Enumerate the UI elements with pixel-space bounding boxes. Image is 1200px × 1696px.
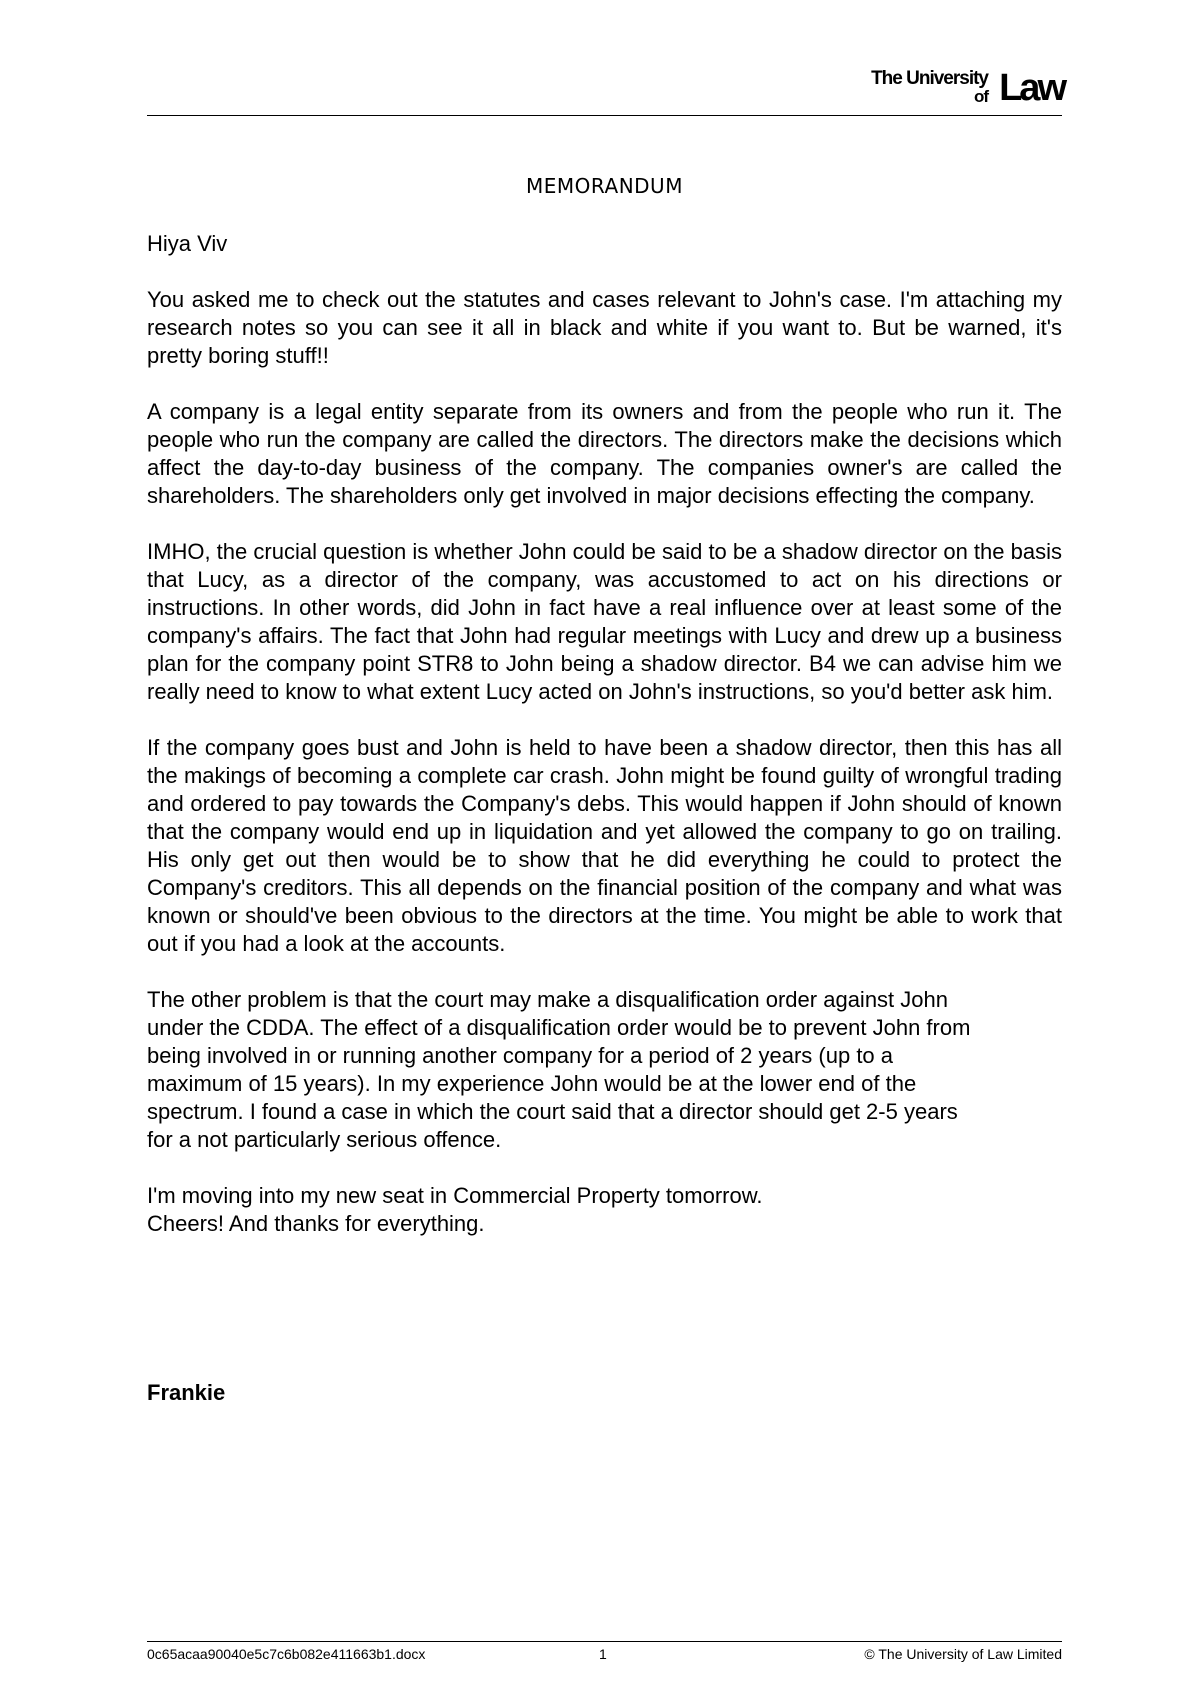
logo-line2: of bbox=[973, 87, 988, 106]
signature: Frankie bbox=[147, 1380, 226, 1405]
page-number: 1 bbox=[599, 1646, 607, 1662]
footer-copyright: © The University of Law Limited bbox=[864, 1646, 1062, 1662]
paragraph-5-line: spectrum. I found a case in which the court said that a director should get 2-5 years bbox=[147, 1099, 958, 1124]
paragraph-3: IMHO, the crucial question is whether John could be said to be a shadow director on the basis that Lucy, as a director of the company, was accustomed to act on his directions or instructions. In other words, did John in fact have a real influence over at least some of the company's affairs. The fact that John had regular meetings with Lucy and drew up a business plan for the company point STR8 to John being a shadow director. B4 we can advise him we really need to know to what extent Lucy acted on John's instructions, so you'd better ask him. bbox=[147, 539, 1062, 704]
footer-filename: 0c65acaa90040e5c7c6b082e411663b1.docx bbox=[147, 1646, 426, 1662]
paragraph-5 bbox=[147, 986, 1062, 1154]
paragraph-2: A company is a legal entity separate from its owners and from the people who run it. The people who run the company are called the directors. The directors make the decisions which affect the day-to-day business of the company. The companies owner's are called the shareholders. The shareholders only get involved in major decisions effecting the company. bbox=[147, 399, 1062, 508]
university-of-law-logo bbox=[854, 66, 1064, 112]
memo-body bbox=[147, 230, 1062, 1266]
memo-title: MEMORANDUM bbox=[526, 174, 683, 198]
footer-divider bbox=[147, 1641, 1062, 1642]
paragraph-4: If the company goes bust and John is held to have been a shadow director, then this has all the makings of becoming a complete car crash. John might be found guilty of wrongful trading and ordered to pay towards the Company's debs. This would happen if John should of known that the company would end up in liquidation and yet allowed the company to go on trailing. His only get out then would be to show that he did everything he could to protect the Company's creditors. This all depends on the financial position of the company and what was known or should've been obvious to the directors at the time. You might be able to work that out if you had a look at the accounts. bbox=[147, 735, 1062, 956]
closing-line-1: I'm moving into my new seat in Commercial Property tomorrow. bbox=[147, 1183, 763, 1208]
footer bbox=[147, 1646, 1062, 1668]
paragraph-5-line: being involved in or running another company for a period of 2 years (up to a bbox=[147, 1043, 894, 1068]
logo-line1: The University bbox=[871, 68, 988, 89]
header-divider bbox=[147, 115, 1062, 116]
paragraph-5-line: under the CDDA. The effect of a disqualification order would be to prevent John from bbox=[147, 1015, 971, 1040]
paragraph-1: You asked me to check out the statutes and cases relevant to John's case. I'm attaching my research notes so you can see it all in black and white if you want to. But be warned, it's pretty boring stuff!! bbox=[147, 287, 1062, 368]
paragraph-5-line: maximum of 15 years). In my experience John would be at the lower end of the bbox=[147, 1071, 917, 1096]
paragraph-5-line: for a not particularly serious offence. bbox=[147, 1127, 502, 1152]
logo-main: Law bbox=[999, 67, 1064, 109]
greeting: Hiya Viv bbox=[147, 231, 228, 256]
closing bbox=[147, 1182, 1062, 1238]
paragraph-5-line: The other problem is that the court may make a disqualification order against John bbox=[147, 987, 948, 1012]
closing-line-2: Cheers! And thanks for everything. bbox=[147, 1211, 485, 1236]
